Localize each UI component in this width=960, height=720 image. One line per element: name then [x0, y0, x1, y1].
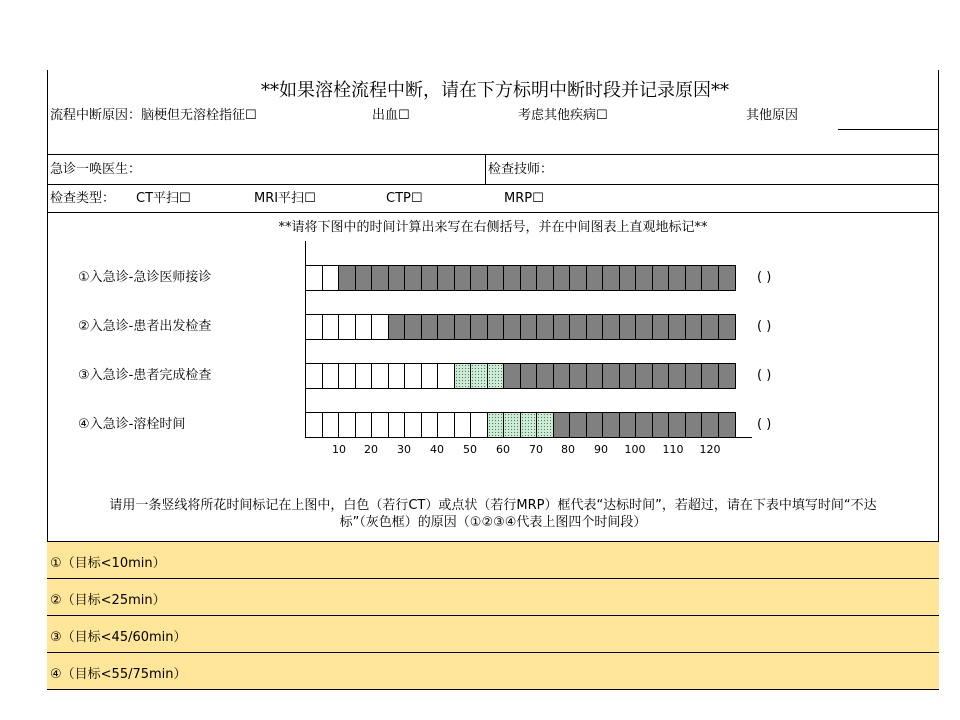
time-answer-paren[interactable]: ( ) [757, 417, 772, 432]
other-reason-input-line[interactable] [838, 129, 938, 130]
gray-overtime-cell[interactable] [636, 315, 653, 339]
white-target-cell[interactable] [339, 413, 356, 437]
gray-overtime-cell[interactable] [570, 364, 587, 388]
instruction-note-line2: 标”（灰色框）的原因（①②③④代表上图四个时间段） [339, 515, 647, 530]
gray-overtime-cell[interactable] [537, 364, 554, 388]
bleeding-option[interactable]: 出血☐ [372, 108, 410, 123]
time-answer-paren[interactable]: ( ) [757, 319, 772, 334]
dotted-target-cell[interactable] [488, 364, 505, 388]
row-label: ④入急诊-溶栓时间 [78, 417, 186, 432]
gray-overtime-cell[interactable] [554, 266, 571, 290]
gray-overtime-cell[interactable] [587, 266, 604, 290]
tick-label: 10 [332, 443, 346, 456]
gray-overtime-cell[interactable] [669, 413, 686, 437]
other-disease-option[interactable]: 考虑其他疾病☐ [518, 108, 608, 123]
gray-overtime-cell[interactable] [636, 413, 653, 437]
target-row[interactable] [47, 615, 939, 652]
white-target-cell[interactable] [356, 315, 373, 339]
gray-overtime-cell[interactable] [356, 266, 373, 290]
gray-overtime-cell[interactable] [686, 413, 703, 437]
gray-overtime-cell[interactable] [653, 315, 670, 339]
white-target-cell[interactable] [471, 413, 488, 437]
gray-overtime-cell[interactable] [603, 266, 620, 290]
tick-label: 20 [364, 443, 378, 456]
chart-instruction: **请将下图中的时间计算出来写在右侧括号，并在中间图表上直观地标记** [278, 220, 708, 235]
target-row[interactable] [47, 541, 939, 578]
gray-overtime-cell[interactable] [570, 266, 587, 290]
dotted-target-cell[interactable] [488, 413, 505, 437]
gray-overtime-cell[interactable] [455, 266, 472, 290]
gray-overtime-cell[interactable] [389, 315, 406, 339]
time-bar-row[interactable] [305, 265, 736, 291]
white-target-cell[interactable] [438, 364, 455, 388]
gray-overtime-cell[interactable] [504, 266, 521, 290]
gray-overtime-cell[interactable] [570, 315, 587, 339]
gray-overtime-cell[interactable] [438, 266, 455, 290]
gray-overtime-cell[interactable] [471, 315, 488, 339]
white-target-cell[interactable] [356, 413, 373, 437]
gray-overtime-cell[interactable] [537, 266, 554, 290]
white-target-cell[interactable] [323, 315, 340, 339]
white-target-cell[interactable] [323, 364, 340, 388]
white-target-cell[interactable] [405, 364, 422, 388]
gray-overtime-cell[interactable] [669, 364, 686, 388]
white-target-cell[interactable] [306, 266, 323, 290]
ct-option[interactable]: CT平扫☐ [136, 191, 191, 206]
dotted-target-cell[interactable] [521, 413, 538, 437]
tick-label: 120 [699, 443, 721, 456]
gray-overtime-cell[interactable] [719, 266, 736, 290]
time-answer-paren[interactable]: ( ) [757, 270, 772, 285]
white-target-cell[interactable] [339, 315, 356, 339]
tick-label: 50 [463, 443, 477, 456]
gray-overtime-cell[interactable] [669, 315, 686, 339]
gray-overtime-cell[interactable] [537, 315, 554, 339]
divider [47, 184, 939, 185]
time-bar-row[interactable] [305, 412, 736, 438]
gray-overtime-cell[interactable] [471, 266, 488, 290]
tick-label: 30 [397, 443, 411, 456]
gray-overtime-cell[interactable] [570, 413, 587, 437]
white-target-cell[interactable] [306, 315, 323, 339]
gray-overtime-cell[interactable] [554, 364, 571, 388]
gray-overtime-cell[interactable] [504, 315, 521, 339]
white-target-cell[interactable] [422, 364, 439, 388]
gray-overtime-cell[interactable] [405, 266, 422, 290]
gray-overtime-cell[interactable] [636, 364, 653, 388]
er-doctor-label: 急诊一唤医生： [50, 162, 142, 177]
gray-overtime-cell[interactable] [372, 266, 389, 290]
ctp-option[interactable]: CTP☐ [386, 191, 423, 206]
exam-type-label: 检查类型： [50, 191, 116, 206]
divider [47, 154, 939, 155]
instruction-note-line1: 请用一条竖线将所花时间标记在上图中，白色（若行CT）或点状（若行MRP）框代表“达标时间”，若超过，请在下表中填写时间“不达 [109, 498, 877, 513]
form-title: **如果溶栓流程中断，请在下方标明中断时段并记录原因** [261, 80, 729, 101]
technician-label: 检查技师： [488, 162, 554, 177]
white-target-cell[interactable] [405, 413, 422, 437]
gray-overtime-cell[interactable] [636, 266, 653, 290]
white-target-cell[interactable] [323, 266, 340, 290]
gray-overtime-cell[interactable] [653, 266, 670, 290]
gray-overtime-cell[interactable] [422, 266, 439, 290]
gray-overtime-cell[interactable] [653, 364, 670, 388]
time-bar-row[interactable] [305, 314, 736, 340]
divider [47, 212, 939, 213]
target-label: ①（目标<10min） [50, 556, 166, 571]
gray-overtime-cell[interactable] [719, 413, 736, 437]
target-label: ④（目标<55/75min） [50, 667, 187, 682]
white-target-cell[interactable] [438, 413, 455, 437]
gray-overtime-cell[interactable] [488, 266, 505, 290]
white-target-cell[interactable] [455, 413, 472, 437]
gray-overtime-cell[interactable] [686, 315, 703, 339]
time-bar-row[interactable] [305, 363, 736, 389]
dotted-target-cell[interactable] [471, 364, 488, 388]
gray-overtime-cell[interactable] [554, 315, 571, 339]
row-label: ①入急诊-急诊医师接诊 [78, 270, 212, 285]
gray-overtime-cell[interactable] [620, 413, 637, 437]
gray-overtime-cell[interactable] [521, 266, 538, 290]
white-target-cell[interactable] [372, 364, 389, 388]
gray-overtime-cell[interactable] [719, 364, 736, 388]
gray-overtime-cell[interactable] [719, 315, 736, 339]
tick-label: 80 [561, 443, 575, 456]
gray-overtime-cell[interactable] [554, 413, 571, 437]
mrp-option[interactable]: MRP☐ [504, 191, 544, 206]
tick-label: 70 [529, 443, 543, 456]
row-label: ③入急诊-患者完成检查 [78, 368, 212, 383]
gray-overtime-cell[interactable] [521, 315, 538, 339]
target-label: ②（目标<25min） [50, 593, 166, 608]
tick-label: 100 [624, 443, 646, 456]
gray-overtime-cell[interactable] [587, 413, 604, 437]
white-target-cell[interactable] [306, 364, 323, 388]
target-row[interactable] [47, 652, 939, 690]
white-target-cell[interactable] [422, 413, 439, 437]
gray-overtime-cell[interactable] [339, 266, 356, 290]
tick-label: 40 [430, 443, 444, 456]
gray-overtime-cell[interactable] [686, 364, 703, 388]
tick-label: 90 [594, 443, 608, 456]
tick-label: 60 [496, 443, 510, 456]
gray-overtime-cell[interactable] [587, 315, 604, 339]
gray-overtime-cell[interactable] [653, 413, 670, 437]
gray-overtime-cell[interactable] [603, 315, 620, 339]
gray-overtime-cell[interactable] [702, 364, 719, 388]
dotted-target-cell[interactable] [455, 364, 472, 388]
gray-overtime-cell[interactable] [686, 266, 703, 290]
time-answer-paren[interactable]: ( ) [757, 368, 772, 383]
interruption-reason-label: 流程中断原因：脑梗但无溶栓指征☐ [50, 108, 257, 123]
target-row[interactable] [47, 578, 939, 615]
white-target-cell[interactable] [323, 413, 340, 437]
gray-overtime-cell[interactable] [389, 266, 406, 290]
row-label: ②入急诊-患者出发检查 [78, 319, 212, 334]
mri-option[interactable]: MRI平扫☐ [254, 191, 316, 206]
gray-overtime-cell[interactable] [620, 266, 637, 290]
gray-overtime-cell[interactable] [669, 266, 686, 290]
gray-overtime-cell[interactable] [521, 364, 538, 388]
gray-overtime-cell[interactable] [702, 315, 719, 339]
gray-overtime-cell[interactable] [438, 315, 455, 339]
gray-overtime-cell[interactable] [504, 364, 521, 388]
dotted-target-cell[interactable] [504, 413, 521, 437]
white-target-cell[interactable] [356, 364, 373, 388]
tick-label: 110 [662, 443, 684, 456]
gray-overtime-cell[interactable] [488, 315, 505, 339]
white-target-cell[interactable] [372, 315, 389, 339]
white-target-cell[interactable] [389, 413, 406, 437]
gray-overtime-cell[interactable] [422, 315, 439, 339]
gray-overtime-cell[interactable] [603, 364, 620, 388]
gray-overtime-cell[interactable] [702, 266, 719, 290]
white-target-cell[interactable] [339, 364, 356, 388]
divider [485, 154, 486, 184]
white-target-cell[interactable] [389, 364, 406, 388]
white-target-cell[interactable] [306, 413, 323, 437]
gray-overtime-cell[interactable] [620, 364, 637, 388]
gray-overtime-cell[interactable] [405, 315, 422, 339]
gray-overtime-cell[interactable] [620, 315, 637, 339]
white-target-cell[interactable] [372, 413, 389, 437]
target-label: ③（目标<45/60min） [50, 630, 187, 645]
other-reason-label: 其他原因 [746, 108, 799, 123]
gray-overtime-cell[interactable] [587, 364, 604, 388]
gray-overtime-cell[interactable] [455, 315, 472, 339]
dotted-target-cell[interactable] [537, 413, 554, 437]
gray-overtime-cell[interactable] [702, 413, 719, 437]
gray-overtime-cell[interactable] [603, 413, 620, 437]
